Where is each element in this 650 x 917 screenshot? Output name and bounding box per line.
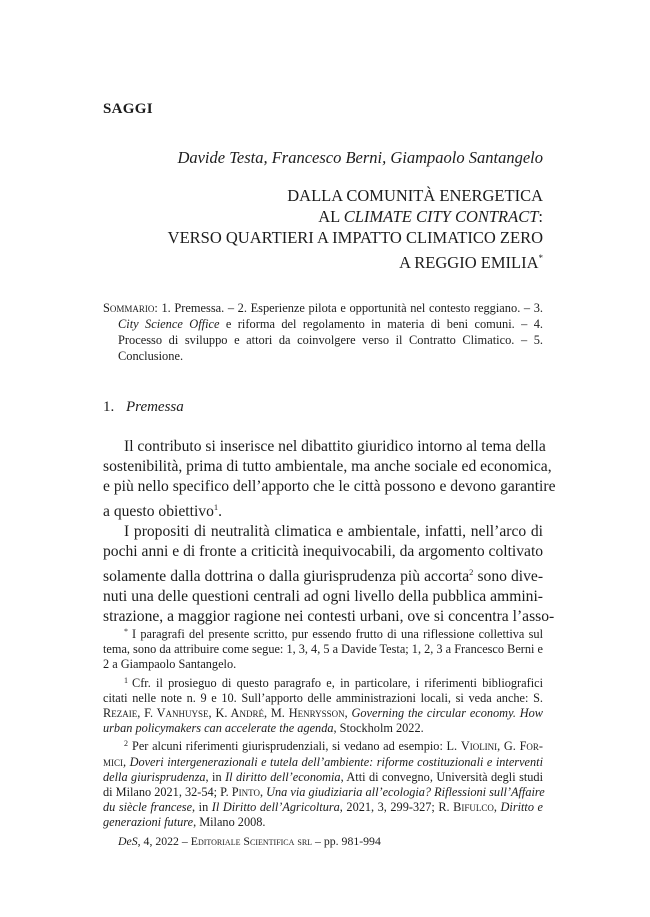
footnote-mark: 1 [124, 675, 128, 685]
summary-label: Sommario [103, 301, 155, 315]
authors: Davide Testa, Francesco Berni, Giampaolo Santangelo [177, 148, 543, 167]
section-heading [103, 399, 184, 416]
title-footnote-mark: * [538, 253, 543, 263]
title-italic: CLIMATE CITY CONTRACT [343, 207, 539, 226]
footnote-ref: 1 [213, 502, 219, 512]
publisher: Editoriale Scientifica srl [190, 834, 313, 848]
summary: Sommario: 1. Premessa. – 2. Esperienze pilota e opportunità nel contesto reggiano. – 3. City Science Office e riforma del regolamento in materia di beni comuni. – 4. Processo di sviluppo e attori da coinvolgere verso il Contratto Climatico. – 5. Conclusione. [103, 301, 543, 363]
title-line: A REGGIO EMILIA* [399, 253, 543, 272]
title-line: DALLA COMUNITÀ ENERGETICA [287, 186, 543, 205]
paragraph: Il contributo si inserisce nel dibattito giuridico intorno al tema della sostenibilità, prima di tutto ambientale, ma anche sociale ed economica, e più nello specifico dell’apporto che le città possono e devono garantire a questo obiettivo$^1$. [103, 438, 556, 520]
section-label: SAGGI [103, 101, 153, 117]
footnotes [103, 624, 543, 831]
section-title: Premessa [126, 399, 184, 415]
section-number: 1. [103, 399, 115, 415]
title-line: AL CLIMATE CITY CONTRACT: [318, 207, 543, 226]
article-title [168, 185, 543, 273]
page-footer: DeS, 4, 2022 – Editoriale Scientifica srl – pp. 981-994 [118, 834, 381, 848]
footnote-mark: * [124, 627, 128, 636]
journal-name: DeS [118, 834, 138, 848]
title-line: VERSO QUARTIERI A IMPATTO CLIMATICO ZERO [167, 228, 543, 247]
footnote-mark: 2 [124, 739, 128, 749]
paragraph: I propositi di neutralità climatica e ambientale, infatti, nell’arco di pochi anni e di fronte a criticità inequivocabili, da argomento coltivato solamente dalla dottrina o dalla giurisprudenza più accorta$^2$ sono dive- nuti una delle questioni centrali ad ogni livello della pubblica ammini- strazione, a maggior ragione nei contesti urbani, ove si concentra l’asso- [103, 523, 555, 625]
footnote: $^1$ Cfr. il prosieguo di questo paragrafo e, in particolare, i riferimenti bibliografici citati nelle note n. 9 e 10. Sull’apporto delle amministrazioni locali, si veda anche: S. Rezaie, F. Vanhuyse, K. André, M. Henrysson, Governing the circular economy. How urban policymakers can accelerate the agenda, Stockholm 2022. [103, 675, 543, 736]
body-text [103, 437, 556, 627]
footnote-ref: 2 [469, 567, 474, 577]
footnote: * I paragrafi del presente scritto, pur essendo frutto di una riflessione collettiva sul tema, sono da attribuire come segue: 1, 3, 4, 5 a Davide Testa; 1, 2, 3 a Francesco Berni e 2 a Giampaolo Santangelo. [103, 627, 543, 672]
footnote: $^2$ Per alcuni riferimenti giurisprudenziali, si vedano ad esempio: L. Violini, G. For- mici, Doveri intergenerazionali e tutela dell’ambiente: riforme costituzionali e interventi della giurisprudenza, in Il diritto dell’economia, Atti di convegno, Università degli studi di Milano 2021, 32-54; P. Pinto, Una via giudiziaria all’ecologia? Riflessioni sull’Affaire du siècle francese, in Il Diritto dell’Agricoltura, 2021, 3, 299-327; R. Bifulco, Diritto e generazioni future, Milano 2008. [103, 739, 545, 830]
